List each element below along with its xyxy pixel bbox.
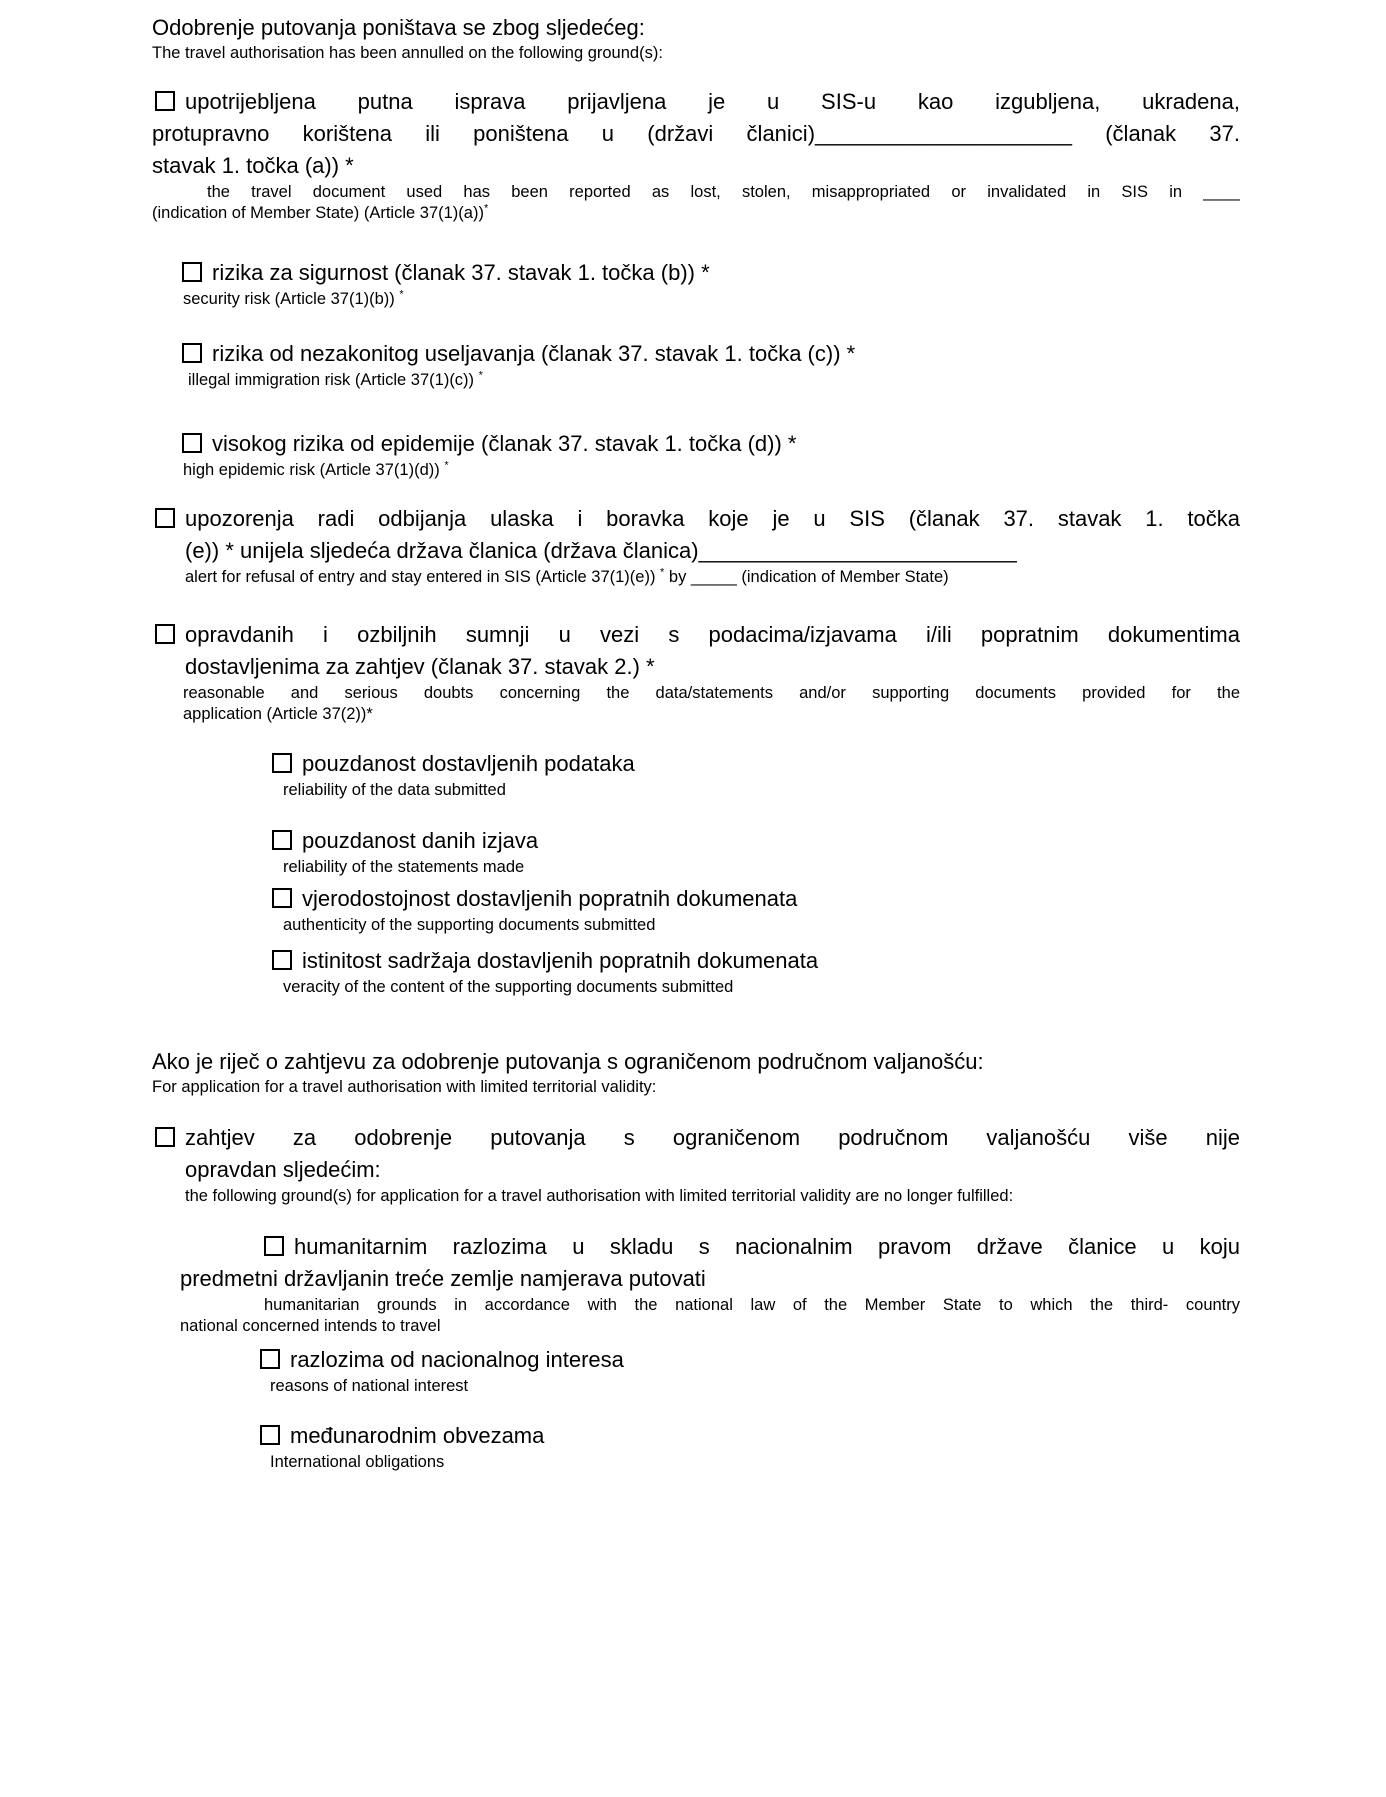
doubt-aspect-3-hr xyxy=(272,883,1240,915)
ground-b-hr xyxy=(182,257,1240,289)
ground-e-checkbox[interactable] xyxy=(155,508,175,528)
ground-b-checkbox[interactable] xyxy=(182,262,202,282)
doubt-aspect-1-checkbox[interactable] xyxy=(272,753,292,773)
doubt-aspect-1-hr xyxy=(272,748,1240,780)
ground-b xyxy=(152,257,1240,310)
ltv-sub-2-checkbox[interactable] xyxy=(260,1349,280,1369)
form-title-en: The travel authorisation has been annulled on the following ground(s): xyxy=(152,44,663,62)
ltv-ground xyxy=(152,1122,1240,1207)
ltv-sub-3-text-hr: međunarodnim obvezama xyxy=(290,1423,545,1448)
ground-f-text-en-1: reasonable and serious doubts concerning the data/statements and/or supporting documents provided for the xyxy=(183,684,1240,702)
ground-e xyxy=(152,503,1240,588)
ground-c-text-hr: rizika od nezakonitog useljavanja (članak 37. stavak 1. točka (c)) * xyxy=(212,341,856,366)
ground-e-hr-line1 xyxy=(152,503,1240,535)
ltv-sub-1-hr-line1 xyxy=(152,1231,1240,1263)
ltv-sub-national-interest xyxy=(152,1344,1240,1397)
doubt-aspect-1-text-en: reliability of the data submitted xyxy=(283,781,506,799)
ltv-sub-1-text-hr-1: humanitarnim razlozima u skladu s nacionalnim pravom države članice u koju xyxy=(294,1234,1240,1259)
doubt-aspect-1-text-hr: pouzdanost dostavljenih podataka xyxy=(302,751,635,776)
ltv-sub-humanitarian xyxy=(152,1231,1240,1337)
ground-f-text-en-2: application (Article 37(2))* xyxy=(183,705,373,723)
ltv-ground-hr-line1 xyxy=(152,1122,1240,1154)
ground-c-en-asterisk: * xyxy=(478,369,483,382)
doubt-aspect-4-hr xyxy=(272,945,1240,977)
ground-d-hr xyxy=(182,428,1240,460)
ltv-sub-2-hr xyxy=(260,1344,1240,1376)
ground-d-en-asterisk: * xyxy=(444,459,449,472)
ground-b-text-hr: rizika za sigurnost (članak 37. stavak 1. točka (b)) * xyxy=(212,260,710,285)
ltv-ground-text-en: the following ground(s) for application for a travel authorisation with limited territorial validity are no longer fulfilled: xyxy=(185,1187,1014,1205)
ground-d-text-hr: visokog rizika od epidemije (članak 37. stavak 1. točka (d)) * xyxy=(212,431,797,456)
doubt-aspect-documents-veracity xyxy=(152,945,1240,998)
ground-d xyxy=(152,428,1240,481)
ltv-ground-checkbox[interactable] xyxy=(155,1127,175,1147)
ground-e-en-body: alert for refusal of entry and stay entered in SIS (Article 37(1)(e)) xyxy=(185,568,661,586)
ground-a-en-2-body: (indication of Member State) (Article 37(1)(a)) xyxy=(152,204,484,222)
ground-c-text-en xyxy=(188,370,1240,391)
doubt-aspect-3-text-en: authenticity of the supporting documents submitted xyxy=(283,916,656,934)
ground-e-hr-line2 xyxy=(152,535,1240,567)
ltv-sub-1-hr-line2: predmetni državljanin treće zemlje namjerava putovati xyxy=(180,1266,706,1291)
ltv-sub-1-text-en-1: humanitarian grounds in accordance with the national law of the Member State to which the third- country xyxy=(264,1296,1240,1314)
ground-a-text-hr-1: upotrijebljena putna isprava prijavljena je u SIS-u kao izgubljena, ukradena, xyxy=(185,89,1240,114)
ltv-sub-3-checkbox[interactable] xyxy=(260,1425,280,1445)
ltv-title-en: For application for a travel authorisation with limited territorial validity: xyxy=(152,1078,657,1096)
ground-d-en-body: high epidemic risk (Article 37(1)(d)) xyxy=(183,461,445,479)
ground-e-member-state-blank-field[interactable]: __________________________ xyxy=(698,538,1017,563)
ground-a-hr-line3: stavak 1. točka (a)) * xyxy=(152,153,354,178)
form-title-hr: Odobrenje putovanja poništava se zbog sljedećeg: xyxy=(152,15,645,40)
ground-f-text-hr-1: opravdanih i ozbiljnih sumnji u vezi s podacima/izjavama i/ili popratnim dokumentima xyxy=(185,622,1240,647)
ltv-sub-2-text-en: reasons of national interest xyxy=(270,1377,469,1395)
ground-d-checkbox[interactable] xyxy=(182,433,202,453)
doubt-aspect-2-hr xyxy=(272,825,1240,857)
ltv-sub-1-checkbox[interactable] xyxy=(264,1236,284,1256)
ltv-ground-text-hr-1: zahtjev za odobrenje putovanja s ograničenom područnom valjanošću više nije xyxy=(185,1125,1240,1150)
ground-a-en-asterisk: * xyxy=(483,202,489,215)
form-header xyxy=(152,13,1240,64)
ltv-sub-1-text-en-2: national concerned intends to travel xyxy=(180,1317,441,1335)
ground-a-text-hr-3: (članak 37. xyxy=(1071,121,1240,146)
ltv-sub-3-text-en: International obligations xyxy=(270,1453,445,1471)
ground-e-en-tail: by _____ (indication of Member State) xyxy=(664,568,949,586)
ltv-sub-3-hr xyxy=(260,1420,1240,1452)
ltv-section-header xyxy=(152,1047,1240,1098)
ltv-sub-international-obligations xyxy=(152,1420,1240,1473)
doubt-aspect-2-text-en: reliability of the statements made xyxy=(283,858,525,876)
ground-a-member-state-blank-field[interactable]: _____________________ xyxy=(815,121,1072,146)
ground-a-hr-line2 xyxy=(152,118,1240,150)
doubt-aspect-data-reliability xyxy=(152,748,1240,801)
ground-e-text-hr-2: (e)) * unijela sljedeća država članica (država članica) xyxy=(185,538,699,563)
ground-b-en-body: security risk (Article 37(1)(b)) xyxy=(183,290,400,308)
ground-d-text-en xyxy=(183,460,1240,481)
ground-a-text-hr-2: protupravno korištena ili poništena u (državi članici) xyxy=(152,121,816,146)
doubt-aspect-4-checkbox[interactable] xyxy=(272,950,292,970)
ground-f-hr-line1 xyxy=(152,619,1240,651)
ground-e-text-hr-1: upozorenja radi odbijanja ulaska i boravka koje je u SIS (članak 37. stavak 1. točka xyxy=(185,506,1240,531)
doubt-aspect-3-checkbox[interactable] xyxy=(272,888,292,908)
ground-a-text-en-2 xyxy=(152,203,1240,224)
doubt-aspect-3-text-hr: vjerodostojnost dostavljenih popratnih dokumenata xyxy=(302,886,798,911)
ground-c-en-body: illegal immigration risk (Article 37(1)(c)) xyxy=(188,371,479,389)
doubt-aspect-4-text-en: veracity of the content of the supporting documents submitted xyxy=(283,978,734,996)
ground-f xyxy=(152,619,1240,725)
doubt-aspect-4-text-hr: istinitost sadržaja dostavljenih popratnih dokumenata xyxy=(302,948,819,973)
doubt-aspect-2-checkbox[interactable] xyxy=(272,830,292,850)
ground-f-checkbox[interactable] xyxy=(155,624,175,644)
doubt-aspect-2-text-hr: pouzdanost danih izjava xyxy=(302,828,539,853)
ground-e-en-asterisk: * xyxy=(660,566,665,579)
ground-a-hr-line1 xyxy=(152,86,1240,118)
doubt-aspect-documents-authenticity xyxy=(152,883,1240,936)
ground-a-checkbox[interactable] xyxy=(155,91,175,111)
doubt-aspect-statements-reliability xyxy=(152,825,1240,878)
ground-b-text-en xyxy=(183,289,1240,310)
ground-e-text-en xyxy=(185,567,1240,588)
ground-c xyxy=(152,338,1240,391)
ground-b-en-asterisk: * xyxy=(399,288,404,301)
ltv-ground-hr-line2: opravdan sljedećim: xyxy=(185,1157,381,1182)
ground-a-text-en-1: the travel document used has been reported as lost, stolen, misappropriated or invalidated in SIS in ____ xyxy=(207,183,1240,201)
ground-f-hr-line2: dostavljenima za zahtjev (članak 37. stavak 2.) * xyxy=(185,654,655,679)
ground-c-checkbox[interactable] xyxy=(182,343,202,363)
ltv-title-hr: Ako je riječ o zahtjevu za odobrenje putovanja s ograničenom područnom valjanošću: xyxy=(152,1049,984,1074)
ground-c-hr xyxy=(182,338,1240,370)
ltv-sub-2-text-hr: razlozima od nacionalnog interesa xyxy=(290,1347,624,1372)
ground-a xyxy=(152,86,1240,224)
